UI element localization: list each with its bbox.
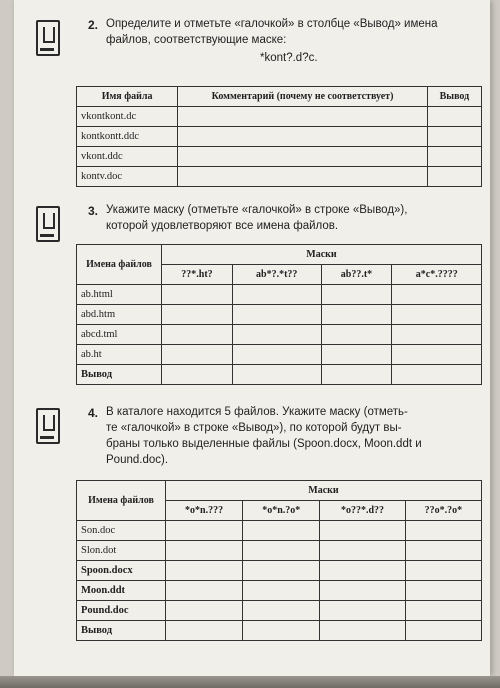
file-name-cell: Slon.dot xyxy=(77,541,166,561)
file-name-cell: Spoon.docx xyxy=(77,561,166,581)
file-name-cell: vkont.ddc xyxy=(77,147,178,167)
output-row xyxy=(77,621,482,641)
table-row xyxy=(77,127,482,147)
output-row xyxy=(77,365,482,385)
task-number: 3. xyxy=(88,204,99,218)
output-cell[interactable] xyxy=(405,621,481,641)
answer-cell[interactable] xyxy=(166,601,243,621)
table-row xyxy=(77,581,482,601)
output-cell[interactable] xyxy=(427,107,481,127)
answer-cell[interactable] xyxy=(162,285,233,305)
table-row xyxy=(77,167,482,187)
task-number: 4. xyxy=(88,406,99,420)
comment-cell[interactable] xyxy=(178,167,428,187)
task-text-line: те «галочкой» в строке «Вывод»), по которой будут вы- xyxy=(106,422,402,434)
answer-cell[interactable] xyxy=(321,345,392,365)
answer-cell[interactable] xyxy=(392,345,482,365)
answer-cell[interactable] xyxy=(243,581,320,601)
answer-cell[interactable] xyxy=(166,581,243,601)
answer-cell[interactable] xyxy=(405,601,481,621)
mask-header: ??*.ht? xyxy=(162,265,233,285)
output-cell[interactable] xyxy=(427,167,481,187)
comment-cell[interactable] xyxy=(178,147,428,167)
column-header: Имена файлов xyxy=(77,245,162,285)
file-name-cell: ab.html xyxy=(77,285,162,305)
mask-header: *o??*.d?? xyxy=(320,501,405,521)
file-name-cell: abcd.tml xyxy=(77,325,162,345)
answer-cell[interactable] xyxy=(320,601,405,621)
mask-header: *o*n.??? xyxy=(166,501,243,521)
answer-cell[interactable] xyxy=(392,325,482,345)
output-cell[interactable] xyxy=(427,147,481,167)
table-row xyxy=(77,521,482,541)
file-name-cell: Pound.doc xyxy=(77,601,166,621)
answer-cell[interactable] xyxy=(321,305,392,325)
table-row xyxy=(77,147,482,167)
table-row xyxy=(77,285,482,305)
comment-cell[interactable] xyxy=(178,127,428,147)
output-label: Вывод xyxy=(77,621,166,641)
output-cell[interactable] xyxy=(162,365,233,385)
file-name-cell: Son.doc xyxy=(77,521,166,541)
answer-cell[interactable] xyxy=(405,521,481,541)
table-row xyxy=(77,601,482,621)
answer-cell[interactable] xyxy=(243,601,320,621)
table-row xyxy=(77,325,482,345)
answer-cell[interactable] xyxy=(166,541,243,561)
output-label: Вывод xyxy=(77,365,162,385)
answer-cell[interactable] xyxy=(321,285,392,305)
task-text-line: браны только выделенные файлы (Spoon.docx, Moon.ddt и xyxy=(106,438,422,450)
table-row xyxy=(77,345,482,365)
column-header: Комментарий (почему не соответствует) xyxy=(178,87,428,107)
answer-cell[interactable] xyxy=(162,345,233,365)
answer-cell[interactable] xyxy=(392,285,482,305)
pencil-task-icon xyxy=(36,20,60,56)
file-mask: *kont?.d?c. xyxy=(260,52,318,64)
table-row xyxy=(77,541,482,561)
answer-cell[interactable] xyxy=(232,305,321,325)
answer-cell[interactable] xyxy=(405,581,481,601)
masks-table xyxy=(76,480,482,641)
output-cell[interactable] xyxy=(392,365,482,385)
answer-cell[interactable] xyxy=(320,541,405,561)
answer-cell[interactable] xyxy=(243,541,320,561)
file-name-cell: abd.htm xyxy=(77,305,162,325)
table-row xyxy=(77,305,482,325)
answer-cell[interactable] xyxy=(243,521,320,541)
task-text-line: которой удовлетворяют все имена файлов. xyxy=(106,220,339,232)
mask-header: a*c*.???? xyxy=(392,265,482,285)
answer-cell[interactable] xyxy=(232,345,321,365)
task-text-line: Укажите маску (отметьте «галочкой» в строке «Вывод»), xyxy=(106,204,408,216)
page-bottom-edge xyxy=(0,676,500,688)
answer-cell[interactable] xyxy=(166,521,243,541)
file-name-cell: ab.ht xyxy=(77,345,162,365)
answer-cell[interactable] xyxy=(392,305,482,325)
answer-cell[interactable] xyxy=(243,561,320,581)
comment-cell[interactable] xyxy=(178,107,428,127)
output-cell[interactable] xyxy=(427,127,481,147)
answer-cell[interactable] xyxy=(320,561,405,581)
pencil-task-icon xyxy=(36,408,60,444)
output-cell[interactable] xyxy=(321,365,392,385)
masks-header: Маски xyxy=(166,481,482,501)
file-name-cell: kontkontt.ddc xyxy=(77,127,178,147)
textbook-page xyxy=(14,0,490,676)
answer-cell[interactable] xyxy=(166,561,243,581)
answer-cell[interactable] xyxy=(162,305,233,325)
column-header: Имена файлов xyxy=(77,481,166,521)
answer-cell[interactable] xyxy=(232,325,321,345)
pencil-task-icon xyxy=(36,206,60,242)
output-cell[interactable] xyxy=(320,621,405,641)
table-row xyxy=(77,107,482,127)
answer-cell[interactable] xyxy=(405,561,481,581)
task-text-line: В каталоге находится 5 файлов. Укажите маску (отметь- xyxy=(106,406,408,418)
mask-header: ab??.t* xyxy=(321,265,392,285)
task-text-line: файлов, соответствующие маске: xyxy=(106,34,287,46)
mask-header: ??o*.?o* xyxy=(405,501,481,521)
answer-cell[interactable] xyxy=(320,521,405,541)
task-text-line: Определите и отметьте «галочкой» в столбце «Вывод» имена xyxy=(106,18,438,30)
mask-header: *o*n.?o* xyxy=(243,501,320,521)
mask-header: ab*?.*t?? xyxy=(232,265,321,285)
answer-cell[interactable] xyxy=(405,541,481,561)
output-cell[interactable] xyxy=(232,365,321,385)
answer-cell[interactable] xyxy=(232,285,321,305)
task-number: 2. xyxy=(88,18,99,32)
table-row xyxy=(77,561,482,581)
masks-header: Маски xyxy=(162,245,482,265)
answer-cell[interactable] xyxy=(320,581,405,601)
column-header: Имя файла xyxy=(77,87,178,107)
files-table xyxy=(76,86,482,187)
output-cell[interactable] xyxy=(243,621,320,641)
file-name-cell: kontv.doc xyxy=(77,167,178,187)
file-name-cell: Moon.ddt xyxy=(77,581,166,601)
answer-cell[interactable] xyxy=(321,325,392,345)
file-name-cell: vkontkont.dc xyxy=(77,107,178,127)
column-header: Вывод xyxy=(427,87,481,107)
task-text-line: Pound.doc). xyxy=(106,454,169,466)
answer-cell[interactable] xyxy=(162,325,233,345)
masks-table xyxy=(76,244,482,385)
output-cell[interactable] xyxy=(166,621,243,641)
